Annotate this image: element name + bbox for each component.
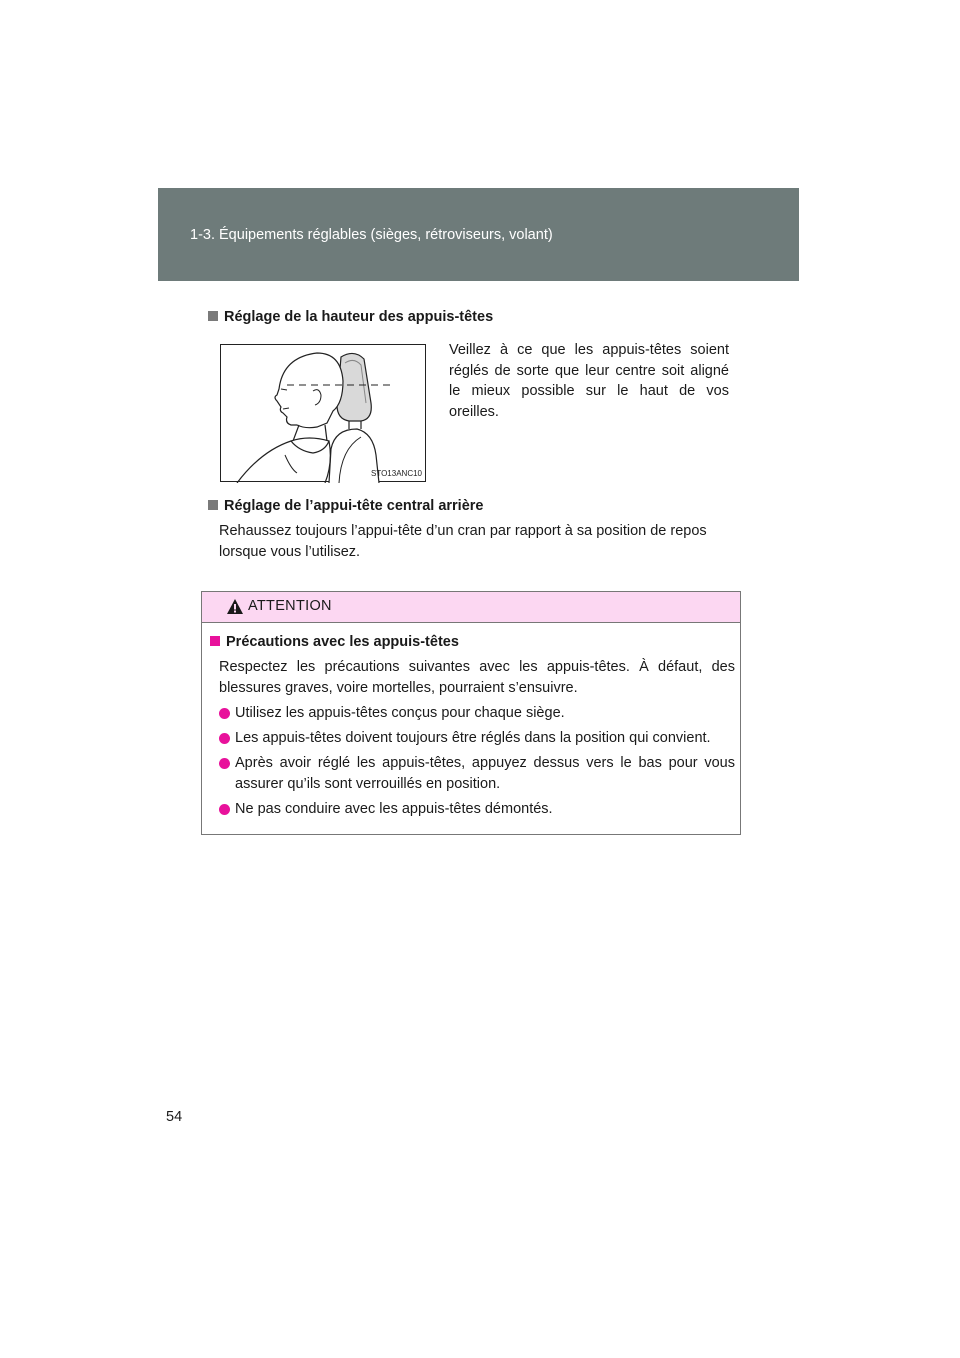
warning-bullet	[219, 799, 735, 820]
warning-bullet-text: Utilisez les appuis-têtes conçus pour chaque siège.	[235, 705, 565, 721]
bullet-dot-icon	[219, 758, 230, 769]
bullet-dot-icon	[219, 733, 230, 744]
heading-rear-center-headrest-text: Réglage de l’appui-tête central arrière	[224, 498, 484, 514]
warning-bullet	[219, 703, 735, 724]
warning-box	[201, 591, 741, 835]
warning-bullet-text: Après avoir réglé les appuis-têtes, appuyez dessus vers le bas pour vous assurer qu’ils sont verrouillés en position.	[235, 755, 735, 792]
warning-intro: Respectez les précautions suivantes avec les appuis-têtes. À défaut, des blessures graves, voire mortelles, pourraient s’ensuivre.	[219, 659, 735, 696]
heading-headrest-height	[208, 309, 493, 325]
bullet-dot-icon	[219, 708, 230, 719]
warning-triangle-icon	[226, 598, 244, 615]
headrest-illustration	[220, 344, 426, 482]
warning-bullet	[219, 728, 735, 749]
warning-subheading-text: Précautions avec les appuis-têtes	[226, 634, 459, 650]
warning-bullet-text: Les appuis-têtes doivent toujours être réglés dans la position qui convient.	[235, 730, 711, 746]
square-bullet-icon	[208, 500, 218, 510]
square-bullet-icon	[208, 311, 218, 321]
heading-headrest-height-text: Réglage de la hauteur des appuis-têtes	[224, 309, 494, 325]
warning-bullet-text: Ne pas conduire avec les appuis-têtes démontés.	[235, 801, 553, 817]
headrest-height-text: Veillez à ce que les appuis-têtes soient réglés de sorte que leur centre soit aligné le mieux possible sur le haut de vos oreilles.	[449, 342, 729, 420]
bullet-dot-icon	[219, 804, 230, 815]
warning-title: ATTENTION	[248, 598, 332, 614]
head-and-headrest-drawing	[221, 345, 427, 483]
warning-header	[202, 592, 740, 623]
page-number: 54	[166, 1109, 183, 1125]
section-title: 1-3. Équipements réglables (sièges, rétroviseurs, volant)	[190, 227, 553, 243]
figure-code: STO13ANC10	[371, 469, 422, 478]
warning-bullet	[219, 753, 735, 794]
square-bullet-icon	[210, 636, 220, 646]
rear-center-headrest-text: Rehaussez toujours l’appui-tête d’un cran par rapport à sa position de repos lorsque vous l’utilisez.	[219, 523, 707, 560]
warning-subheading	[210, 634, 459, 650]
heading-rear-center-headrest	[208, 498, 483, 514]
